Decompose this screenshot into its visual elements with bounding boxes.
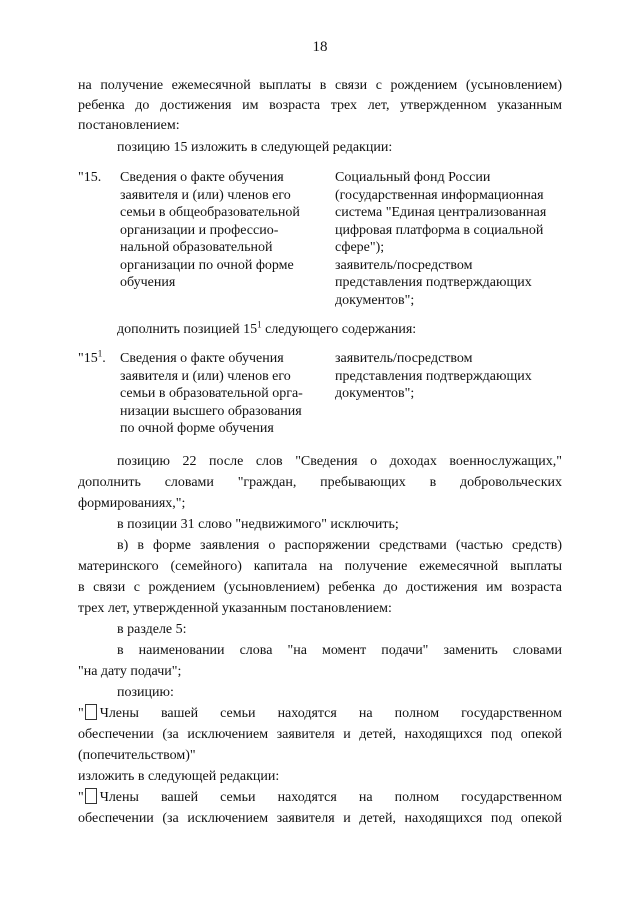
checkbox-icon <box>85 704 97 720</box>
row-15-number: "15. <box>78 170 102 185</box>
pozitsiyu-label: позицию: <box>117 685 174 700</box>
quote-mark: " <box>78 790 84 805</box>
row-15-col2-line: цифровая платформа в социальной <box>335 222 544 238</box>
item-v-line-4: трех лет, утвержденной указанным постановлением: <box>78 601 392 616</box>
row-15-col2-line: (государственная информационная <box>335 187 544 203</box>
row-15-col1-line: обучения <box>120 275 176 290</box>
row-151-col1-line: Сведения о факте обучения <box>120 351 284 366</box>
old-text-line-1 <box>78 704 562 724</box>
row-15-col1-line: заявителя и (или) членов его <box>120 187 291 203</box>
row-151-number <box>78 350 106 368</box>
old-text-line-2: обеспечении (за исключением заявителя и детей, находящихся под опекой <box>78 727 562 742</box>
intro-line-3: постановлением: <box>78 118 180 133</box>
new-text-line-1 <box>78 788 562 808</box>
row-151-col2-line: документов"; <box>335 386 415 401</box>
row-151-col2-line: заявитель/посредством <box>335 351 473 366</box>
position-22-line-2: дополнить словами "граждан, пребывающих в добровольческих <box>78 475 562 490</box>
add-position-151-instruction <box>117 320 562 340</box>
new-text-line-2: обеспечении (за исключением заявителя и детей, находящихся под опекой <box>78 811 562 826</box>
row-15-col1-line: организации по очной форме <box>120 257 294 273</box>
item-v-line-3: в связи с рождением (усыновлением) ребенка до достижения им возраста <box>78 580 562 595</box>
row-15-col2-line: представления подтверждающих <box>335 275 532 290</box>
row-151-number-sup: 1 <box>97 348 103 359</box>
position-22-line-1: позицию 22 после слов "Сведения о доходах военнослужащих," <box>117 454 562 469</box>
row-151-col1 <box>120 350 323 438</box>
row-151-col1-line: заявителя и (или) членов его <box>120 368 291 384</box>
add151-text: дополнить позицией 15 <box>117 322 258 337</box>
row-151-col2 <box>335 350 562 403</box>
row-151-number-text: "15 <box>78 351 98 366</box>
row-15-col2-line: документов"; <box>335 292 415 308</box>
position-22-line-3: формированиях,"; <box>78 496 186 511</box>
naimenovanie-line-1: в наименовании слова "на момент подачи" заменить словами <box>117 643 562 658</box>
row-151-col1-line: по очной форме обучения <box>120 421 274 436</box>
add151-superscript: 1 <box>257 319 262 330</box>
row-151-col1-line: семьи в образовательной орга- <box>120 386 303 401</box>
page-number: 18 <box>312 39 328 55</box>
row-151-number-dot: . <box>102 351 106 366</box>
row-151-col2-line: представления подтверждающих <box>335 368 532 384</box>
row-15-col1-line: Сведения о факте обучения <box>120 170 284 185</box>
naimenovanie-line-2: "на дату подачи"; <box>78 664 182 679</box>
new-text-line-1-text: Члены вашей семьи находятся на полном государственном <box>99 790 562 805</box>
position-31-instruction: в позиции 31 слово "недвижимого" исключить; <box>117 517 399 532</box>
quote-mark: " <box>78 706 84 721</box>
row-15-col2-line: сфере"); <box>335 240 385 255</box>
item-v-line-1: в) в форме заявления о распоряжении средствами (частью средств) <box>117 538 562 553</box>
section-5-heading: в разделе 5: <box>117 622 187 637</box>
row-15-col2-line: Социальный фонд России <box>335 170 491 185</box>
row-15-col1-line: нальной образовательной <box>120 240 273 255</box>
intro-line-1: на получение ежемесячной выплаты в связи с рождением (усыновлением) <box>78 78 562 93</box>
row-15-col1-line: организации и профессио- <box>120 222 279 238</box>
add151-text-end: следующего содержания: <box>261 322 417 337</box>
old-text-line-3: (попечительством)" <box>78 748 196 763</box>
checkbox-icon <box>85 788 97 804</box>
position-15-instruction: позицию 15 изложить в следующей редакции: <box>117 140 393 155</box>
izlozhit-instruction: изложить в следующей редакции: <box>78 769 280 784</box>
item-v-line-2: материнского (семейного) капитала на получение ежемесячной выплаты <box>78 559 562 574</box>
row-15-col1 <box>120 169 323 292</box>
intro-line-2: ребенка до достижения им возраста трех лет, утвержденном указанным <box>78 98 562 113</box>
old-text-line-1-text: Члены вашей семьи находятся на полном государственном <box>99 706 562 721</box>
row-151-col1-line: низации высшего образования <box>120 403 302 419</box>
row-15-col2-line: заявитель/посредством <box>335 257 473 273</box>
row-15-col2-line: система "Единая централизованная <box>335 205 547 220</box>
row-15-col1-line: семьи в общеобразовательной <box>120 205 300 220</box>
row-15-col2 <box>335 169 562 309</box>
